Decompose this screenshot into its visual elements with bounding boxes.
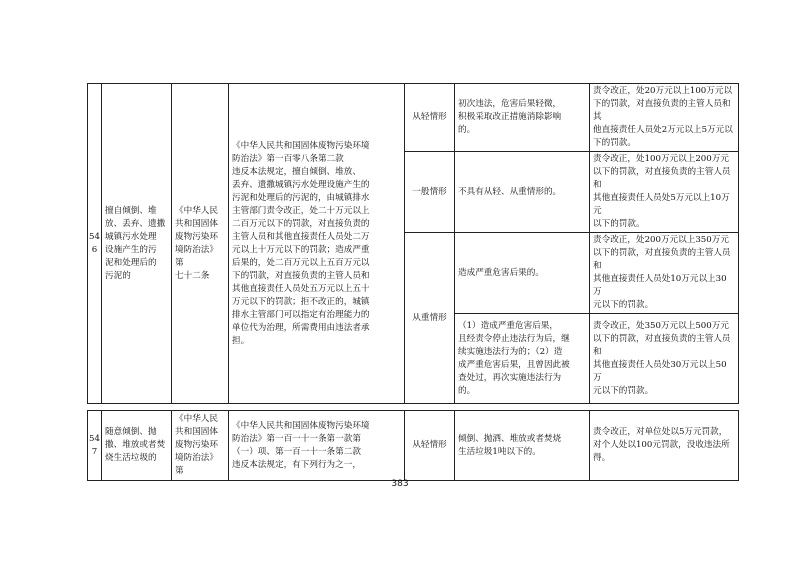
- gap-cell: [88, 404, 739, 411]
- penalty-standard: 责令改正，处350万元以上500万元 以下的罚款，对直接负责的主管人员和 其他直接责任人员处30万元以上50万 元以下的罚款。: [590, 314, 739, 404]
- discretion-level: 一般情形: [405, 152, 455, 233]
- entry-number: 546: [88, 84, 102, 404]
- applicable-condition: 倾倒、抛洒、堆放或者焚烧 生活垃圾1吨以下的。: [455, 411, 590, 481]
- violation-behavior: 随意倾倒、抛 撒、堆放或者焚 烧生活垃圾的: [102, 411, 172, 481]
- penalty-standard: 责令改正，处20万元以上100万元以 下的罚款，对直接负责的主管人员和其 他直接责任人员处2万元以上5万元以 下的罚款。: [590, 84, 739, 152]
- penalty-standard-table: [87, 83, 739, 481]
- legal-basis: 《中华人民 共和国固体 废物污染环 境防治法》第: [172, 411, 229, 481]
- legal-basis: 《中华人民 共和国固体 废物污染环 境防治法》第 七十二条: [172, 84, 229, 404]
- penalty-standard: 责令改正，处200万元以上350万元 以下的罚款，对直接负责的主管人员和 其他直接责任人员处10万元以上30万 元以下的罚款。: [590, 233, 739, 314]
- penalty-clause: 《中华人民共和国固体废物污染环境 防治法》第一百一十一条第一款第 （一）项、第一百一十一条第二款 违反本法规定，有下列行为之一，: [229, 411, 405, 481]
- discretion-level: 从重情形: [405, 233, 455, 404]
- applicable-condition: 造成严重危害后果的。: [455, 233, 590, 314]
- entry-number: 547: [88, 411, 102, 481]
- table-row: [88, 411, 739, 481]
- penalty-standard: 责令改正，对单位处以5万元罚款， 对个人处以100元罚款，没收违法所得。: [590, 411, 739, 481]
- penalty-clause: 《中华人民共和国固体废物污染环境 防治法》第一百零八条第二款 违反本法规定，擅自倾倒、堆放、 丢弃、遗撒城镇污水处理设施产生的 污泥和处理后的污泥的，由城镇排水 主管部门责令改正，处二十万元以上 二百万元以下的罚款，对直接负责的 主管人员和其他直接责任人员处二万 元以上十万元以下的罚款；造成严重 后果的，处二百万元以上五百万元以 下的罚款，对直接负责的主管人员和 其他直接责任人员处五万元以上五十 万元以下的罚款；拒不改正的，城镇 排水主管部门可以指定有治理能力的 单位代为治理，所需费用由违法者承 担。: [229, 84, 405, 404]
- table-row: [88, 84, 739, 152]
- applicable-condition: 不具有从轻、从重情形的。: [455, 152, 590, 233]
- discretion-level: 从轻情形: [405, 84, 455, 152]
- discretion-level: 从轻情形: [405, 411, 455, 481]
- row-gap: [88, 404, 739, 411]
- applicable-condition: 初次违法，危害后果轻微， 积极采取改正措施消除影响 的。: [455, 84, 590, 152]
- violation-behavior: 擅自倾倒、堆 放、丢弃、遗撒 城镇污水处理 设施产生的污 泥和处理后的 污泥的: [102, 84, 172, 404]
- page-number: 383: [391, 479, 409, 489]
- applicable-condition: （1）造成严重危害后果， 且经责令停止违法行为后，继 续实施违法行为的；（2）造 成严重危害后果，且曾因此被 查处过，再次实施违法行为 的。: [455, 314, 590, 404]
- penalty-standard: 责令改正，处100万元以上200万元 以下的罚款，对直接负责的主管人员和 其他直接责任人员处5万元以上10万元 以下的罚款。: [590, 152, 739, 233]
